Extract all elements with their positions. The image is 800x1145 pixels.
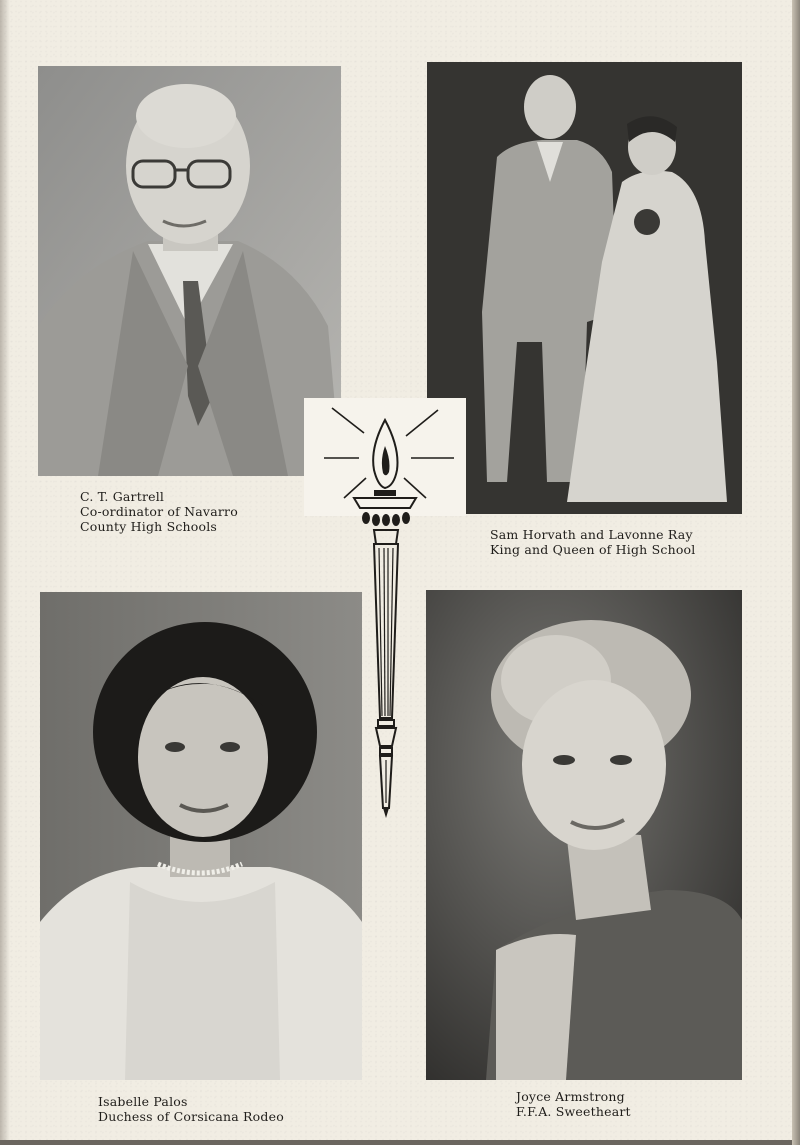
photo-gartrell	[38, 66, 341, 476]
page-edge	[792, 0, 800, 1145]
photo-armstrong	[426, 590, 742, 1080]
caption-name: Sam Horvath and Lavonne Ray	[490, 527, 693, 542]
caption-title: Co-ordinator of Navarro	[80, 504, 238, 519]
caption-title: County High Schools	[80, 519, 218, 534]
caption-name: C. T. Gartrell	[80, 489, 165, 504]
caption-palos	[98, 1094, 284, 1124]
caption-name: Joyce Armstrong	[516, 1089, 625, 1104]
page-spine-shadow	[0, 0, 10, 1140]
caption-title: F.F.A. Sweetheart	[516, 1104, 631, 1119]
caption-title: King and Queen of High School	[490, 542, 696, 557]
caption-armstrong	[516, 1089, 631, 1119]
caption-king-queen	[490, 527, 695, 557]
torch-icon	[304, 398, 466, 828]
caption-gartrell	[80, 489, 238, 534]
photo-king-queen	[427, 62, 742, 514]
caption-title: Duchess of Corsicana Rodeo	[98, 1109, 284, 1124]
caption-name: Isabelle Palos	[98, 1094, 188, 1109]
